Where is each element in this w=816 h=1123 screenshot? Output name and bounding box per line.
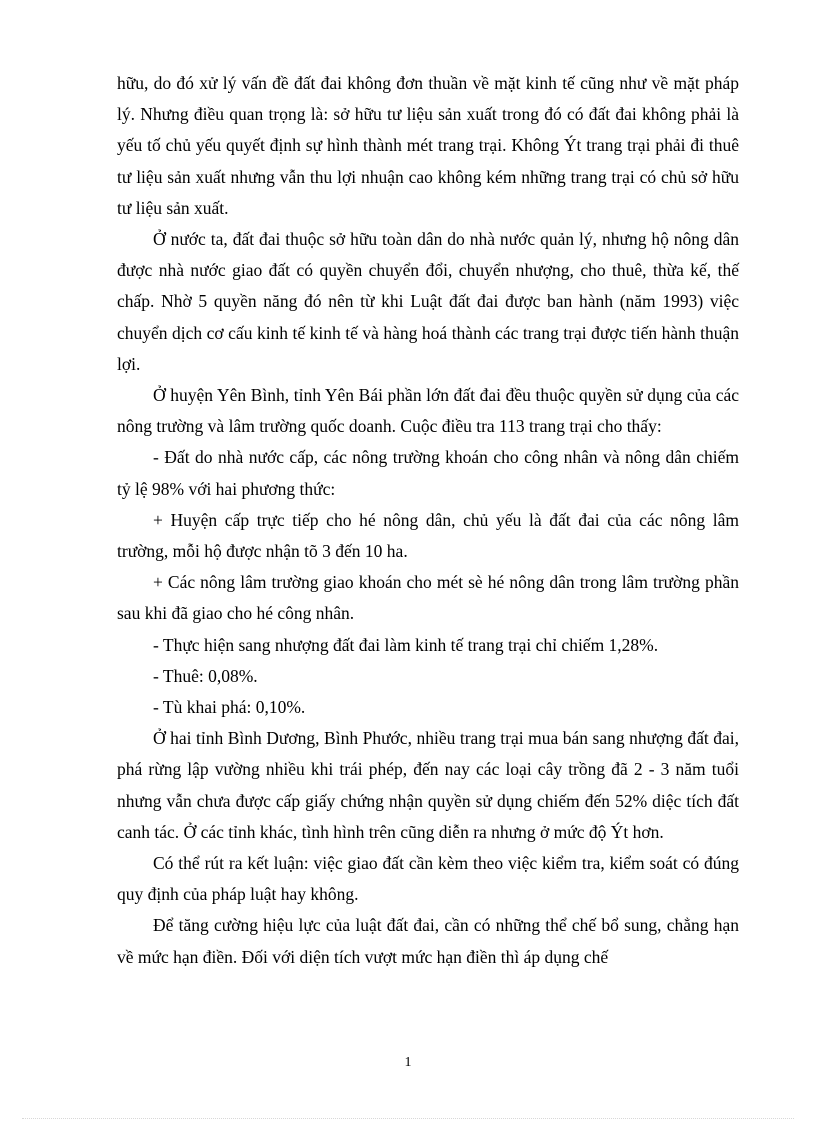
paragraph-11: Có thể rút ra kết luận: việc giao đất cần kèm theo việc kiểm tra, kiểm soát có đúng quy định của pháp luật hay không. (117, 853, 739, 905)
paragraph-9: - Tù khai phá: 0,10%. (153, 697, 306, 718)
page-bottom-rule (22, 1118, 794, 1119)
paragraph-10: Ở hai tỉnh Bình Dương, Bình Phước, nhiều trang trại mua bán sang nhượng đất đai, phá rừng lập vường nhiều khi trái phép, đến nay các loại cây trồng đã 2 - 3 năm tuổi nhưng vẫn chưa được cấp giấy chứng nhận quyền sử dụng chiếm đến 52% diệc tích đất canh tác. Ở các tỉnh khác, tình hình trên cũng diễn ra nhưng ở mức độ Ýt hơn. (117, 728, 739, 842)
page-number: 1 (404, 1055, 412, 1070)
paragraph-1: hữu, do đó xử lý vấn đề đất đai không đơn thuần về mặt kinh tế cũng như về mặt pháp lý. Nhưng điều quan trọng là: sở hữu tư liệu sản xuất trong đó có đất đai không phải là yếu tố chủ yếu quyết định sự hình thành mét trang trại. Không Ýt trang trại phải đi thuê tư liệu sản xuất nhưng vẫn thu lợi nhuận cao không kém những trang trại có chủ sở hữu tư liệu sản xuất. (117, 73, 739, 218)
paragraph-12: Để tăng cường hiệu lực của luật đất đai, cần có những thể chế bổ sung, chẳng hạn về mức hạn điền. Đối với diện tích vượt mức hạn điền thì áp dụng chế (117, 915, 739, 967)
paragraph-4: - Đất do nhà nước cấp, các nông trường khoán cho công nhân và nông dân chiếm tỷ lệ 98% với hai phương thức: (117, 447, 739, 499)
paragraph-3: Ở huyện Yên Bình, tỉnh Yên Bái phần lớn đất đai đều thuộc quyền sử dụng của các nông trường và lâm trường quốc doanh. Cuộc điều tra 113 trang trại cho thấy: (117, 385, 739, 437)
document-body (117, 68, 739, 973)
paragraph-5: + Huyện cấp trực tiếp cho hé nông dân, chủ yếu là đất đai của các nông lâm trường, mỗi hộ được nhận tõ 3 đến 10 ha. (117, 509, 739, 562)
paragraph-8: - Thuê: 0,08%. (153, 665, 258, 686)
paragraph-6: + Các nông lâm trường giao khoán cho mét sè hé nông dân trong lâm trường phần sau khi đã giao cho hé công nhân. (117, 572, 739, 624)
paragraph-2: Ở nước ta, đất đai thuộc sở hữu toàn dân do nhà nước quản lý, nhưng hộ nông dân được nhà nước giao đất có quyền chuyển đổi, chuyển nhượng, cho thuê, thừa kế, thế chấp. Nhờ 5 quyền năng đó nên từ khi Luật đất đai được ban hành (năm 1993) việc chuyển dịch cơ cấu kinh tế kinh tế và hàng hoá thành các trang trại được tiến hành thuận lợi. (117, 229, 739, 374)
paragraph-7: - Thực hiện sang nhượng đất đai làm kinh tế trang trại chỉ chiếm 1,28%. (153, 634, 659, 655)
